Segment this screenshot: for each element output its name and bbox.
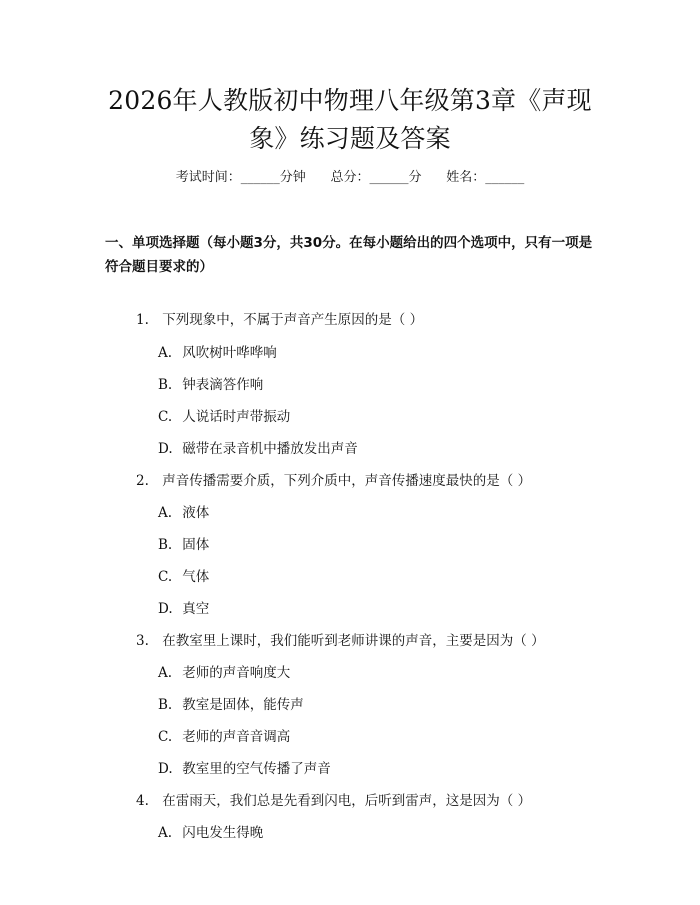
question-1-option-c [158,407,578,427]
option-letter: D. [158,761,173,777]
exam-info-line: 考试时间：______分钟 总分：______分 姓名：______ [175,170,525,185]
question-1-option-d [158,439,578,459]
question-1 [136,310,606,330]
option-letter: D. [158,441,173,457]
option-text: 液体 [182,505,210,521]
option-letter: A. [158,345,173,361]
option-text: 人说话时声带振动 [182,409,291,425]
question-3 [136,631,606,651]
question-3-option-a [158,663,578,683]
option-letter: A. [158,825,173,841]
option-text: 老师的声音响度大 [182,665,291,681]
option-text: 风吹树叶哗哗响 [182,345,277,361]
question-text: 在雷雨天，我们总是先看到闪电，后听到雷声，这是因为（ ） [162,793,532,809]
option-letter: A. [158,505,173,521]
option-text: 固体 [182,537,210,553]
option-text: 钟表滴答作响 [182,377,264,393]
question-text: 声音传播需要介质，下列介质中，声音传播速度最快的是（ ） [162,473,532,489]
option-letter: D. [158,601,173,617]
question-number: 1. [136,312,149,328]
question-3-option-d [158,759,578,779]
question-text: 在教室里上课时，我们能听到老师讲课的声音，主要是因为（ ） [162,633,545,649]
question-1-option-a [158,343,578,363]
option-letter: C. [158,729,173,745]
question-2-option-c [158,567,578,587]
question-number: 4. [136,793,149,809]
question-2-option-d [158,599,578,619]
section-heading: 一、单项选择题（每小题3分，共30分。在每小题给出的四个选项中，只有一项是符合题目要求的） [105,235,593,275]
question-2 [136,471,606,491]
option-letter: A. [158,665,173,681]
option-letter: C. [158,409,173,425]
question-1-option-b [158,375,578,395]
option-text: 教室是固体，能传声 [182,697,304,713]
question-2-option-b [158,535,578,555]
question-4 [136,791,606,811]
option-letter: C. [158,569,173,585]
option-text: 教室里的空气传播了声音 [182,761,331,777]
option-text: 老师的声音音调高 [182,729,291,745]
question-4-option-a [158,823,578,843]
question-number: 3. [136,633,149,649]
question-3-option-c [158,727,578,747]
option-letter: B. [158,377,173,393]
question-text: 下列现象中，不属于声音产生原因的是（ ） [162,312,424,328]
option-text: 磁带在录音机中播放发出声音 [182,441,358,457]
option-text: 气体 [182,569,210,585]
option-letter: B. [158,537,173,553]
question-2-option-a [158,503,578,523]
document-title: 2026年人教版初中物理八年级第3章《声现象》练习题及答案 [108,86,592,153]
option-letter: B. [158,697,173,713]
option-text: 闪电发生得晚 [182,825,264,841]
option-text: 真空 [182,601,210,617]
question-3-option-b [158,695,578,715]
question-number: 2. [136,473,149,489]
